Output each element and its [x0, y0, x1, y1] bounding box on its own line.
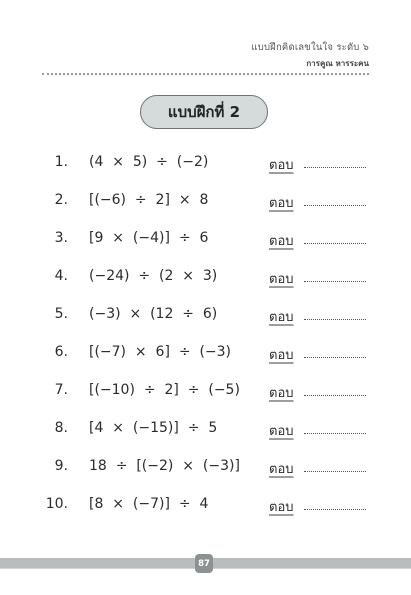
exercise-expression: [(−10) ÷ 2] ÷ (−5) [89, 382, 240, 398]
exercise-row-3 [0, 228, 411, 252]
exercise-number: 8. [54, 420, 68, 436]
answer-blank[interactable] [304, 281, 366, 282]
exercise-number: 6. [54, 344, 68, 360]
page-number: 87 [195, 554, 213, 573]
exercise-expression: [(−7) × 6] ÷ (−3) [89, 344, 232, 360]
header-divider [42, 73, 369, 75]
exercise-number: 7. [54, 382, 68, 398]
exercise-row-10 [0, 494, 411, 518]
exercise-row-1 [0, 152, 411, 176]
exercise-row-4 [0, 266, 411, 290]
exercise-expression: [(−6) ÷ 2] × 8 [89, 192, 209, 208]
answer-label: ตอบ [269, 462, 294, 477]
answer-label: ตอบ [269, 272, 294, 287]
exercise-expression: (−3) × (12 ÷ 6) [89, 306, 218, 322]
answer-blank[interactable] [304, 433, 366, 434]
book-series-title: แบบฝึกคิดเลขในใจ ระดับ ๖ [251, 42, 369, 53]
answer-label: ตอบ [269, 386, 294, 401]
exercise-number: 4. [54, 268, 68, 284]
answer-label: ตอบ [269, 158, 294, 173]
answer-blank[interactable] [304, 205, 366, 206]
exercise-number: 9. [54, 458, 68, 474]
exercise-row-6 [0, 342, 411, 366]
answer-blank[interactable] [304, 243, 366, 244]
exercise-number: 2. [54, 192, 68, 208]
answer-blank[interactable] [304, 395, 366, 396]
answer-blank[interactable] [304, 509, 366, 510]
exercise-row-8 [0, 418, 411, 442]
answer-label: ตอบ [269, 500, 294, 515]
chapter-topic: การคูณ หารระคน [306, 59, 369, 68]
exercise-expression: [4 × (−15)] ÷ 5 [89, 420, 218, 436]
exercise-number: 3. [54, 230, 68, 246]
exercise-expression: [9 × (−4)] ÷ 6 [89, 230, 209, 246]
exercise-row-9 [0, 456, 411, 480]
exercise-expression: (4 × 5) ÷ (−2) [89, 154, 209, 170]
exercise-title: แบบฝึกที่ 2 [140, 95, 268, 129]
exercise-row-7 [0, 380, 411, 404]
answer-label: ตอบ [269, 310, 294, 325]
answer-blank[interactable] [304, 471, 366, 472]
answer-blank[interactable] [304, 319, 366, 320]
answer-blank[interactable] [304, 167, 366, 168]
answer-label: ตอบ [269, 196, 294, 211]
exercise-number: 5. [54, 306, 68, 322]
answer-blank[interactable] [304, 357, 366, 358]
answer-label: ตอบ [269, 424, 294, 439]
exercise-row-5 [0, 304, 411, 328]
exercise-row-2 [0, 190, 411, 214]
exercise-expression: [8 × (−7)] ÷ 4 [89, 496, 209, 512]
answer-label: ตอบ [269, 348, 294, 363]
exercise-number: 1. [54, 154, 68, 170]
exercise-expression: 18 ÷ [(−2) × (−3)] [89, 458, 240, 474]
answer-label: ตอบ [269, 234, 294, 249]
exercise-number: 10. [45, 496, 68, 512]
exercise-expression: (−24) ÷ (2 × 3) [89, 268, 218, 284]
